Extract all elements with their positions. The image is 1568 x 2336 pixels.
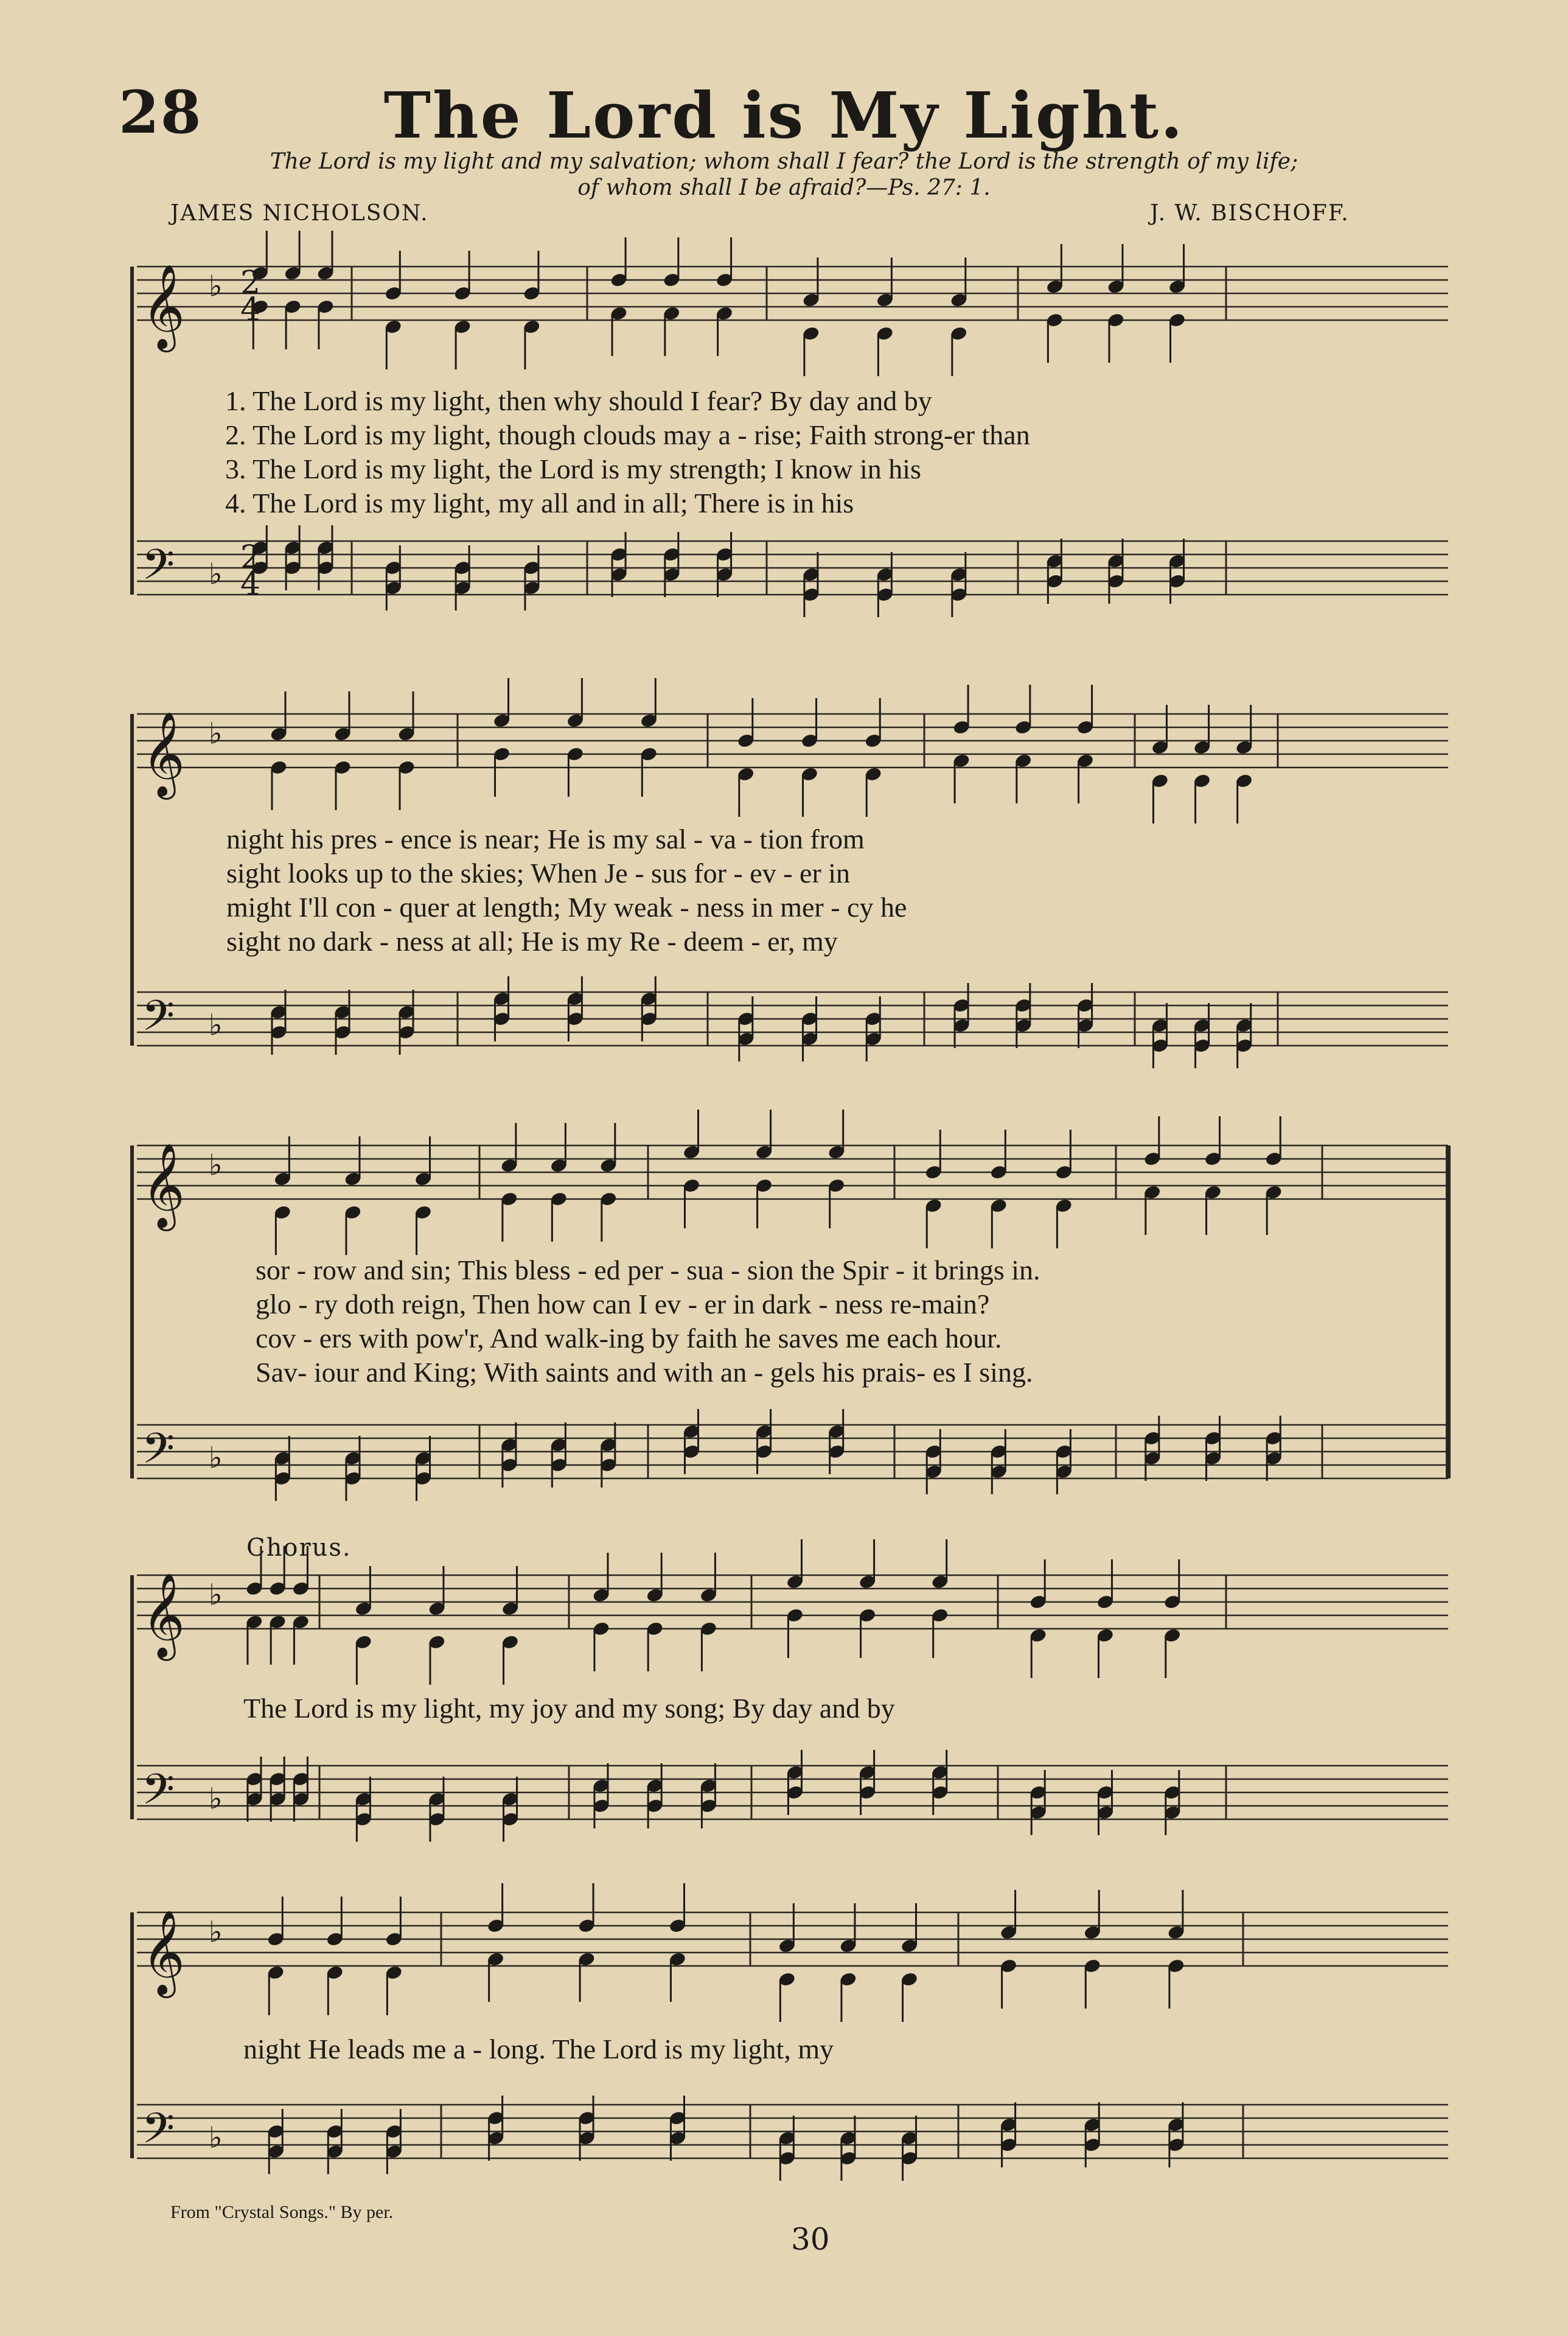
- time-signature-bottom: 4: [240, 566, 261, 603]
- verse-4-line-system-3: Sav- iour and King; With saints and with an - gels his prais- es I sing.: [256, 1357, 1033, 1388]
- scripture-line-2: of whom shall I be afraid?—Ps. 27: 1.: [577, 175, 991, 200]
- treble-clef-icon: 𝄞: [142, 712, 185, 796]
- flat-sign-icon: ♭: [209, 1148, 223, 1183]
- verse-1-line-system-1: 1. The Lord is my light, then why should I fear? By day and by: [225, 385, 932, 416]
- chorus-line-system-5: night He leads me a - long. The Lord is my light, my: [243, 2034, 834, 2065]
- verse-2-line-system-2: sight looks up to the skies; When Je - sus for - ev - er in: [226, 858, 851, 889]
- hymn-title: The Lord is My Light.: [383, 78, 1185, 153]
- treble-clef-icon: 𝄞: [142, 1910, 185, 1995]
- treble-clef-icon: 𝄞: [142, 1573, 185, 1657]
- verse-2-line-system-1: 2. The Lord is my light, though clouds may a - rise; Faith strong-er than: [225, 419, 1030, 450]
- bass-clef-icon: 𝄢: [142, 1424, 175, 1483]
- verse-1-line-system-2: night his pres - ence is near; He is my sal - va - tion from: [226, 824, 865, 855]
- chorus-label: Chorus.: [246, 1534, 352, 1562]
- bass-clef-icon: 𝄢: [142, 991, 175, 1051]
- flat-sign-icon: ♭: [209, 716, 223, 751]
- author-credit: JAMES NICHOLSON.: [170, 201, 429, 226]
- flat-sign-icon: ♭: [209, 2121, 223, 2155]
- verse-1-line-system-3: sor - row and sin; This bless - ed per - sua - sion the Spir - it brings in.: [256, 1254, 1040, 1285]
- verse-3-line-system-2: might I'll con - quer at length; My weak - ness in mer - cy he: [226, 892, 907, 923]
- verse-3-line-system-3: cov - ers with pow'r, And walk-ing by faith he saves me each hour.: [256, 1323, 1002, 1354]
- scripture-line-1: The Lord is my light and my salvation; whom shall I fear? the Lord is the strength of my life;: [270, 149, 1298, 174]
- composer-credit: J. W. BISCHOFF.: [1150, 201, 1350, 226]
- bass-clef-icon: 𝄢: [142, 1764, 175, 1824]
- time-signature-top: 2: [240, 539, 261, 576]
- flat-sign-icon: ♭: [209, 1441, 223, 1475]
- hymn-number: 28: [119, 78, 203, 147]
- page-number: 30: [791, 2222, 830, 2257]
- flat-sign-icon: ♭: [209, 1008, 223, 1043]
- bass-clef-icon: 𝄢: [142, 540, 175, 600]
- flat-sign-icon: ♭: [209, 269, 223, 304]
- verse-4-line-system-2: sight no dark - ness at all; He is my Re - deem - er, my: [226, 926, 838, 957]
- time-signature-bottom: 4: [240, 292, 261, 328]
- flat-sign-icon: ♭: [209, 1578, 223, 1612]
- verse-3-line-system-1: 3. The Lord is my light, the Lord is my strength; I know in his: [225, 453, 921, 484]
- treble-clef-icon: 𝄞: [142, 1143, 185, 1228]
- source-credit: From "Crystal Songs." By per.: [170, 2202, 394, 2222]
- verse-2-line-system-3: glo - ry doth reign, Then how can I ev - er in dark - ness re-main?: [256, 1289, 990, 1320]
- flat-sign-icon: ♭: [209, 1915, 223, 1950]
- flat-sign-icon: ♭: [209, 557, 223, 592]
- treble-clef-icon: 𝄞: [142, 264, 185, 349]
- verse-4-line-system-1: 4. The Lord is my light, my all and in all; There is in his: [225, 488, 854, 519]
- flat-sign-icon: ♭: [209, 1782, 223, 1816]
- chorus-line-system-4: The Lord is my light, my joy and my song; By day and by: [243, 1693, 895, 1724]
- time-signature-top: 2: [240, 265, 261, 301]
- bass-clef-icon: 𝄢: [142, 2103, 175, 2163]
